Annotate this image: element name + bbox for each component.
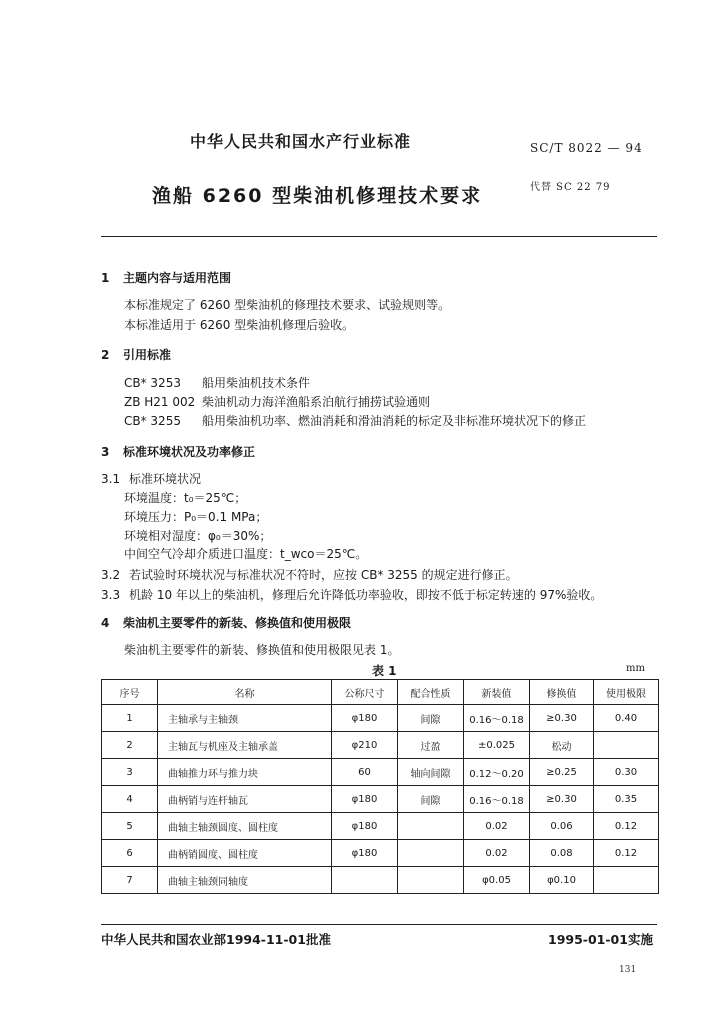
table-cell: 间隙 <box>398 786 464 813</box>
table-cell: 0.12 <box>594 813 659 840</box>
table-caption: 表 1 <box>372 664 397 678</box>
table-cell: 7 <box>102 867 158 894</box>
subsection-number: 3.2 <box>101 568 121 582</box>
table-cell: 曲柄销与连杆轴瓦 <box>158 786 332 813</box>
column-header: 序号 <box>102 680 158 705</box>
table-cell: ≥0.30 <box>530 705 594 732</box>
subsection-3-3 <box>101 586 602 603</box>
condition-line: 环境压力：P₀＝0.1 MPa； <box>124 510 268 524</box>
table-cell <box>398 840 464 867</box>
reference-item <box>124 374 310 391</box>
table-cell: 2 <box>102 732 158 759</box>
column-header: 修换值 <box>530 680 594 705</box>
table-header-row <box>102 680 659 705</box>
paragraph-line: 本标准适用于 6260 型柴油机修理后验收。 <box>124 318 355 332</box>
table-cell: 曲轴推力环与推力块 <box>158 759 332 786</box>
table-cell: ±0.025 <box>464 732 530 759</box>
table-cell: 主轴瓦与机座及主轴承盖 <box>158 732 332 759</box>
table-cell: φ180 <box>332 705 398 732</box>
table-cell: 4 <box>102 786 158 813</box>
page-number: 131 <box>619 965 637 975</box>
table-cell: 6 <box>102 840 158 867</box>
subsection-number: 3.3 <box>101 588 121 602</box>
table-cell: 0.06 <box>530 813 594 840</box>
table-cell: 0.02 <box>464 840 530 867</box>
subsection-text: 机龄 10 年以上的柴油机，修理后允许降低功率验收，即按不低于标定转速的 97%验收。 <box>129 588 603 602</box>
table-cell: 曲柄销圆度、圆柱度 <box>158 840 332 867</box>
section-title: 引用标准 <box>123 348 172 362</box>
reference-item <box>124 412 586 429</box>
table-cell: 0.16～0.18 <box>464 705 530 732</box>
effective-date: 1995-01-01实施 <box>548 932 653 947</box>
subsection-3-2 <box>101 566 518 583</box>
section-1-heading <box>101 269 231 286</box>
subsection-text: 若试验时环境状况与标准状况不符时，应按 CB* 3255 的规定进行修正。 <box>129 568 518 582</box>
table-cell: 1 <box>102 705 158 732</box>
table-cell <box>398 867 464 894</box>
replaces-note: 代替 SC 22 79 <box>530 182 611 193</box>
section-title: 柴油机主要零件的新装、修换值和使用极限 <box>123 616 352 630</box>
table-cell <box>594 867 659 894</box>
paragraph-line: 本标准规定了 6260 型柴油机的修理技术要求、试验规则等。 <box>124 298 451 312</box>
section-number: 4 <box>101 616 110 630</box>
table-row <box>102 732 659 759</box>
approval-line: 中华人民共和国农业部1994-11-01批准 <box>101 932 331 947</box>
header-divider <box>101 236 657 237</box>
table-cell: 松动 <box>530 732 594 759</box>
section-number: 3 <box>101 445 110 459</box>
column-header: 公称尺寸 <box>332 680 398 705</box>
table-row <box>102 867 659 894</box>
section-title: 标准环境状况及功率修正 <box>123 445 256 459</box>
reference-code: CB* 3253 <box>124 376 181 390</box>
subsection-number: 3.1 <box>101 472 121 486</box>
reference-item <box>124 393 430 410</box>
table-cell: 曲轴主轴颈圆度、圆柱度 <box>158 813 332 840</box>
reference-code: ZB H21 002 <box>124 395 196 409</box>
table-cell: 5 <box>102 813 158 840</box>
section-4-heading <box>101 614 351 631</box>
subsection-title: 标准环境状况 <box>129 472 202 486</box>
table-cell <box>332 867 398 894</box>
table-cell: φ0.05 <box>464 867 530 894</box>
table-cell: 0.35 <box>594 786 659 813</box>
reference-code: CB* 3255 <box>124 414 181 428</box>
column-header: 使用极限 <box>594 680 659 705</box>
table-cell: ≥0.25 <box>530 759 594 786</box>
table-cell: 0.12 <box>594 840 659 867</box>
table-intro: 柴油机主要零件的新装、修换值和使用极限见表 1。 <box>124 643 400 657</box>
table-cell: 60 <box>332 759 398 786</box>
section-number: 2 <box>101 348 110 362</box>
table-cell: φ180 <box>332 786 398 813</box>
condition-line: 环境温度：t₀＝25℃； <box>124 491 247 505</box>
table-cell: 间隙 <box>398 705 464 732</box>
table-cell: 0.16～0.18 <box>464 786 530 813</box>
table-cell: 主轴承与主轴颈 <box>158 705 332 732</box>
table-cell: φ180 <box>332 840 398 867</box>
table-cell: 轴向间隙 <box>398 759 464 786</box>
table-cell <box>594 732 659 759</box>
table-row <box>102 705 659 732</box>
standard-number: SC/T 8022 — 94 <box>530 141 643 155</box>
table-cell: φ210 <box>332 732 398 759</box>
table-cell: 3 <box>102 759 158 786</box>
document-title: 渔船 6260 型柴油机修理技术要求 <box>152 185 483 207</box>
table-unit: mm <box>626 663 645 674</box>
table-cell: 0.30 <box>594 759 659 786</box>
table-cell: ≥0.30 <box>530 786 594 813</box>
table-row <box>102 786 659 813</box>
column-header: 新装值 <box>464 680 530 705</box>
table-cell: φ0.10 <box>530 867 594 894</box>
column-header: 名称 <box>158 680 332 705</box>
condition-line: 环境相对湿度：φ₀＝30%； <box>124 529 272 543</box>
table-cell: 0.12～0.20 <box>464 759 530 786</box>
reference-title: 船用柴油机技术条件 <box>202 376 311 390</box>
section-3-heading <box>101 443 255 460</box>
table-cell: φ180 <box>332 813 398 840</box>
condition-line: 中间空气冷却介质进口温度：t_wco＝25℃。 <box>124 547 368 561</box>
subsection-3-1-heading <box>101 470 201 487</box>
table-cell: 过盈 <box>398 732 464 759</box>
footer-divider <box>101 924 657 925</box>
section-2-heading <box>101 346 171 363</box>
reference-title: 柴油机动力海洋渔船系泊航行捕捞试验通则 <box>202 395 431 409</box>
table-row <box>102 813 659 840</box>
table-row <box>102 759 659 786</box>
section-title: 主题内容与适用范围 <box>123 271 232 285</box>
table-cell: 0.40 <box>594 705 659 732</box>
table-cell: 0.02 <box>464 813 530 840</box>
section-number: 1 <box>101 271 110 285</box>
table-cell <box>398 813 464 840</box>
table-row <box>102 840 659 867</box>
reference-title: 船用柴油机功率、燃油消耗和滑油消耗的标定及非标准环境状况下的修正 <box>202 414 587 428</box>
table-cell: 曲轴主轴颈同轴度 <box>158 867 332 894</box>
table-cell: 0.08 <box>530 840 594 867</box>
column-header: 配合性质 <box>398 680 464 705</box>
issuer-title: 中华人民共和国水产行业标准 <box>190 132 412 151</box>
spec-table <box>101 679 659 894</box>
